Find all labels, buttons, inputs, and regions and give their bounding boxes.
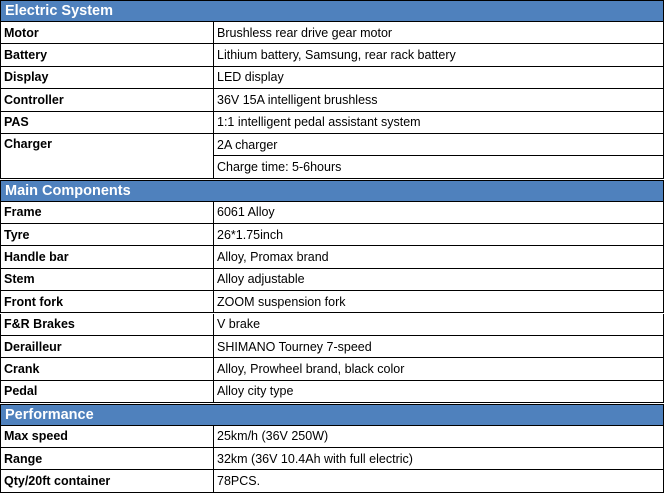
spec-row-stem: [0, 269, 664, 291]
section-header-performance: [0, 404, 664, 426]
spec-value: 32km (36V 10.4Ah with full electric): [217, 451, 413, 466]
spec-value: Alloy, Promax brand: [217, 249, 329, 264]
spec-row-derailleur: [0, 336, 664, 358]
spec-value: 25km/h (36V 250W): [217, 429, 329, 444]
spec-label: Pedal: [1, 381, 214, 402]
spec-label: Derailleur: [1, 336, 214, 357]
spec-value: Lithium battery, Samsung, rear rack battery: [217, 48, 456, 63]
spec-label: F&R Brakes: [1, 314, 214, 335]
spec-label: PAS: [1, 112, 214, 133]
spec-row-range: [0, 448, 664, 470]
spec-value: [214, 134, 663, 178]
spec-row-frame: [0, 202, 664, 224]
spec-value: Alloy adjustable: [217, 272, 305, 287]
spec-label: Frame: [1, 202, 214, 223]
spec-value: ZOOM suspension fork: [217, 294, 346, 309]
spec-label: Qty/20ft container: [1, 470, 214, 491]
spec-row-pas: [0, 112, 664, 134]
spec-label: Battery: [1, 44, 214, 65]
spec-row-f-r-brakes: [0, 314, 664, 336]
spec-row-handle-bar: [0, 246, 664, 268]
spec-label: Charger: [1, 134, 214, 178]
spec-row-battery: [0, 44, 664, 66]
spec-value-line: 2A charger: [217, 137, 278, 152]
spec-value: SHIMANO Tourney 7-speed: [217, 339, 372, 354]
section-title: Electric System: [5, 3, 114, 19]
section-title: Performance: [5, 406, 94, 423]
spec-value: 36V 15A intelligent brushless: [217, 92, 378, 107]
section-title: Main Components: [5, 182, 131, 199]
spec-value: V brake: [217, 317, 261, 332]
spec-label: Tyre: [1, 224, 214, 245]
spec-row-crank: [0, 358, 664, 380]
spec-row-display: [0, 67, 664, 89]
spec-value: 26*1.75inch: [217, 227, 284, 242]
spec-label: Display: [1, 67, 214, 88]
spec-value: 1:1 intelligent pedal assistant system: [217, 115, 421, 130]
spec-row-controller: [0, 89, 664, 111]
spec-label: Crank: [1, 358, 214, 379]
spec-row-charger: [0, 134, 664, 179]
spec-value: LED display: [217, 70, 284, 85]
section-header-electric-system: [0, 0, 664, 22]
spec-row-qty-20ft-container: [0, 470, 664, 492]
spec-value: 6061 Alloy: [217, 205, 275, 220]
spec-row-tyre: [0, 224, 664, 246]
spec-row-pedal: [0, 381, 664, 403]
section-header-main-components: [0, 180, 664, 202]
spec-value: Alloy city type: [217, 384, 294, 399]
spec-value: Alloy, Prowheel brand, black color: [217, 361, 405, 376]
spec-label: Handle bar: [1, 246, 214, 267]
spec-value-line: Charge time: 5-6hours: [214, 155, 663, 177]
spec-value: 78PCS.: [217, 473, 261, 488]
spec-row-motor: [0, 22, 664, 44]
spec-label: Motor: [1, 22, 214, 43]
spec-label: Front fork: [1, 291, 214, 312]
spec-label: Stem: [1, 269, 214, 290]
spec-label: Controller: [1, 89, 214, 110]
spec-row-front-fork: [0, 291, 664, 313]
spec-value: Brushless rear drive gear motor: [217, 25, 393, 40]
spec-label: Max speed: [1, 426, 214, 447]
spec-row-max-speed: [0, 426, 664, 448]
spec-label: Range: [1, 448, 214, 469]
